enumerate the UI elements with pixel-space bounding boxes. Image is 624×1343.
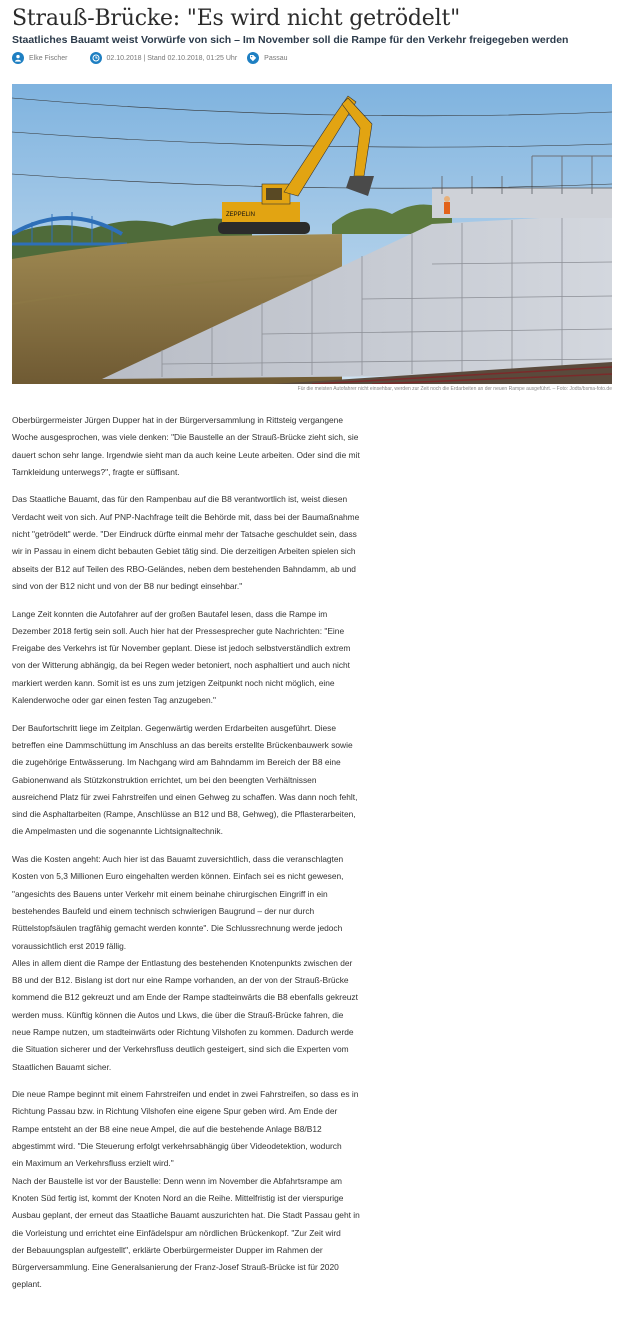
paragraph-line: von der Witterung abhängig, da bei Regen weder betoniert, noch asphaltiert und auch nicht bbox=[12, 660, 351, 671]
article-paragraph bbox=[12, 412, 616, 481]
paragraph-line: Dezember 2018 fertig sein soll. Auch hier hat der Pressesprecher gute Nachrichten: "Eine bbox=[12, 625, 345, 636]
paragraph-line: ein Maximum an Verkehrsfluss erzielt wird." bbox=[12, 1158, 174, 1169]
paragraph-line: sind von der B12 nicht und von der B8 nur bedingt einsehbar." bbox=[12, 580, 243, 591]
paragraph-line: neue Rampe nutzen, um stadteinwärts oder Richtung Vilshofen zu kommen. Dadurch werde bbox=[12, 1026, 354, 1037]
clock-icon bbox=[90, 52, 102, 64]
paragraph-line: Nach der Baustelle ist vor der Baustelle: Denn wenn im November die Abfahrtsrampe am bbox=[12, 1175, 343, 1186]
paragraph-line: sind die Asphaltarbeiten (Rampe, Anschlüsse an B12 und B8, Gehweg), die Pflasterarbeiten, bbox=[12, 809, 356, 820]
paragraph-line: Staatlichen Bauamt sicher. bbox=[12, 1061, 112, 1072]
paragraph-line: Das Staatliche Bauamt, das für den Rampenbau auf die B8 verantwortlich ist, weist diesen bbox=[12, 494, 348, 505]
paragraph-line: Richtung Passau bzw. in Richtung Vilshofen eine eigene Spur geben wird. Am Ende der bbox=[12, 1106, 338, 1117]
paragraph-line: Alles in allem dient die Rampe der Entlastung des bestehenden Knotenpunkts zwischen der bbox=[12, 957, 353, 968]
paragraph-line: Verdacht weit von sich. Auf PNP-Nachfrage teilt die Behörde mit, dass bei der Baumaßnahme bbox=[12, 511, 360, 522]
paragraph-line: betreffen eine Dammschüttung im Anschluss an das bereits erstellte Brückenbauwerk sowie bbox=[12, 739, 353, 750]
article-paragraph bbox=[12, 606, 616, 710]
paragraph-line: Lange Zeit konnten die Autofahrer auf der großen Bautafel lesen, dass die Rampe im bbox=[12, 608, 328, 619]
article-paragraph bbox=[12, 1086, 616, 1294]
paragraph-line: bestehendes Baufeld und einem technisch schwierigen Baugrund – der nur durch bbox=[12, 905, 315, 916]
article-body bbox=[12, 412, 616, 1294]
paragraph-line: Der Baufortschritt liege im Zeitplan. Gegenwärtig werden Erdarbeiten ausgeführt. Diese bbox=[12, 722, 336, 733]
paragraph-line: wir in Passau in einem dicht bebauten Gebiet tätig sind. Die derzeitigen Arbeiten spielen sich bbox=[12, 546, 356, 557]
paragraph-line: die zugehörige Entwässerung. Im Nachgang wird am Bahndamm im Bereich der B8 eine bbox=[12, 757, 341, 768]
paragraph-line: voraussichtlich erst 2019 fällig. bbox=[12, 940, 127, 951]
article-subtitle: Staatliches Bauamt weist Vorwürfe von sich – Im November soll die Rampe für den Verkehr freigegeben werden bbox=[12, 34, 569, 46]
paragraph-line: Kalenderwoche oder gar einen festen Tag anzugeben." bbox=[12, 695, 216, 706]
paragraph-line: die Ampelmasten und die sogenannte Lichtsignaltechnik. bbox=[12, 826, 223, 837]
paragraph-line: kommend die B12 gekreuzt und am Ende der Rampe stadteinwärts die B8 ebenfalls gekreuzt bbox=[12, 992, 358, 1003]
paragraph-line: die Situation sicherer und der Verkehrsfluss deutlich gesteigert, sind sich die Experten vom bbox=[12, 1044, 349, 1055]
paragraph-line: Was die Kosten angeht: Auch hier ist das Bauamt zuversichtlich, dass die veranschlagten bbox=[12, 854, 344, 865]
article-headline: Strauß-Brücke: "Es wird nicht getrödelt" bbox=[12, 6, 461, 31]
paragraph-line: Rüttelstopfsäulen tragfähig gemacht werden konnte". Die Schlussrechnung werde jedoch bbox=[12, 923, 343, 934]
author-name[interactable]: Elke Fischer bbox=[29, 54, 68, 62]
construction-site-image bbox=[12, 84, 612, 384]
article-paragraph bbox=[12, 720, 616, 841]
paragraph-line: die Vorleistung und errichtet eine Einfädelspur am nördlichen Brückenkopf. "Zur Zeit wird bbox=[12, 1227, 341, 1238]
paragraph-line: "angesichts des Bauens unter Verkehr mit einem beinahe chirurgischen Eingriff in ein bbox=[12, 888, 328, 899]
paragraph-line: geplant. bbox=[12, 1279, 42, 1290]
paragraph-line: B8 und der B12. Bislang ist dort nur eine Rampe vorhanden, an der von der Strauß-Brücke bbox=[12, 975, 349, 986]
paragraph-line: abseits der B12 auf Teilen des RBO-Geländes, neben dem bestehenden Bahndamm, ab und bbox=[12, 563, 356, 574]
article-location[interactable]: Passau bbox=[264, 54, 288, 62]
paragraph-line: Die neue Rampe beginnt mit einem Fahrstreifen und endet in zwei Fahrstreifen, so dass es in bbox=[12, 1089, 359, 1100]
paragraph-line: Rampe entsteht an der B8 eine neue Ampel, die auf die bestehende Anlage B8/B12 bbox=[12, 1123, 322, 1134]
paragraph-line: Tarnkleidung unterwegs?", fragte er süffisant. bbox=[12, 466, 180, 477]
excavator-brand: ZEPPELIN bbox=[226, 212, 256, 218]
paragraph-line: der Bebauungsplan aufgestellt", erklärte Oberbürgermeister Dupper im Rahmen der bbox=[12, 1244, 323, 1255]
paragraph-line: Kosten von 5,3 Millionen Euro eingehalten werden können. Einfach sei es nicht gewesen, bbox=[12, 871, 344, 882]
paragraph-line: werden muss. Künftig können die Autos und Lkws, die über die Strauß-Brücke fahren, die bbox=[12, 1009, 344, 1020]
paragraph-line: nicht "getrödelt" werde. "Der Eindruck dürfte einmal mehr der Tatsache geschuldet sein, dass bbox=[12, 529, 357, 540]
paragraph-line: Knoten Süd fertig ist, kommt der Knoten Nord an die Reihe. Mittelfristig ist der vierspurige bbox=[12, 1192, 344, 1203]
paragraph-line: ausreichend Platz für zwei Fahrstreifen und einen Gehweg zu schaffen. Was dann noch fehlt, bbox=[12, 791, 358, 802]
article-paragraph bbox=[12, 491, 616, 595]
paragraph-line: Woche ausgesprochen, was viele denken: "Die Baustelle an der Strauß-Brücke zieht sich, sie bbox=[12, 432, 359, 443]
paragraph-line: Ausbau geplant, der erneut das Staatliche Bauamt auszurichten hat. Die Stadt Passau geht in bbox=[12, 1210, 360, 1221]
article-meta bbox=[12, 51, 288, 65]
paragraph-line: Oberbürgermeister Jürgen Dupper hat in der Bürgerversammlung in Rittsteig vergangene bbox=[12, 415, 343, 425]
article-paragraph bbox=[12, 851, 616, 1076]
paragraph-line: markiert werden kann. Somit ist es uns zum jetzigen Zeitpunkt noch nicht möglich, eine bbox=[12, 677, 335, 688]
paragraph-line: Bürgerversammlung. Eine Generalsanierung der Franz-Josef Strauß-Brücke ist für 2020 bbox=[12, 1262, 339, 1273]
image-caption: Für die meisten Autofahrer nicht einsehbar, werden zur Zeit noch die Erdarbeiten an der neuen Rampe ausgeführt. – Foto: Jodts/bsma-foto.de bbox=[297, 386, 612, 392]
author-icon bbox=[12, 52, 24, 64]
tag-icon bbox=[247, 52, 259, 64]
paragraph-line: Gabionenwand als Stützkonstruktion errichtet, um bei den beengten Verhältnissen bbox=[12, 774, 317, 785]
article-photo bbox=[12, 84, 612, 384]
paragraph-line: dauert schon sehr lange. Irgendwie sieht man da auch keine Leute arbeiten. Oder sind die mit bbox=[12, 449, 360, 460]
article-dateline: 02.10.2018 | Stand 02.10.2018, 01:25 Uhr bbox=[106, 54, 238, 62]
paragraph-line: Freigabe des Verkehrs ist für November geplant. Diese ist jedoch selbstverständlich extrem bbox=[12, 643, 351, 654]
paragraph-line: abgestimmt wird. "Die Steuerung erfolgt verkehrsabhängig über Videodetektion, wodurch bbox=[12, 1141, 342, 1152]
